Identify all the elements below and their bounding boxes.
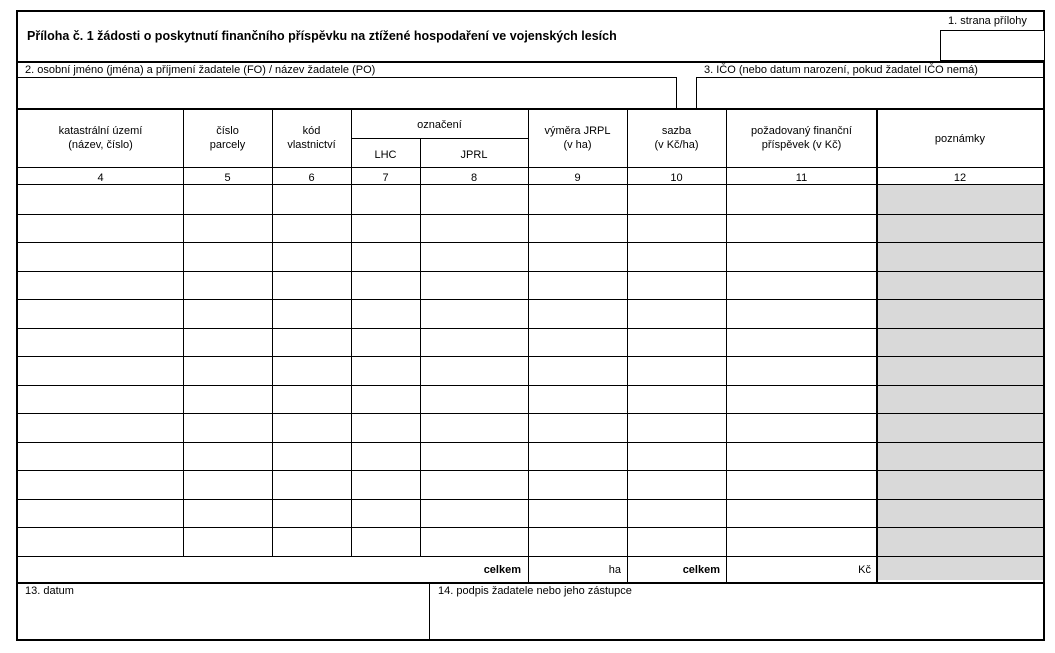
table-cell[interactable] [183,271,272,300]
table-cell[interactable] [627,299,726,328]
header-notes: poznámky [934,133,986,145]
header-ownership: kód vlastnictví [287,125,336,151]
table-cell[interactable] [726,470,876,499]
table-cell[interactable] [627,214,726,243]
table-cell[interactable] [726,442,876,471]
table-row [18,470,1043,499]
table-cell[interactable] [627,413,726,442]
table-cell[interactable] [528,185,627,214]
table-cell[interactable] [627,356,726,385]
col-line [351,109,352,556]
notes-cell [878,442,1043,471]
table-cell[interactable] [351,299,420,328]
col-line [528,109,529,583]
notes-cell [878,328,1043,357]
table-cell[interactable] [420,242,528,271]
table-cell[interactable] [528,499,627,528]
notes-cell [878,214,1043,243]
row-line [18,470,1043,471]
header-rate: sazba (v Kč/ha) [654,125,699,151]
table-cell[interactable] [351,271,420,300]
table-cell[interactable] [351,385,420,414]
table-row [18,185,1043,214]
total-amount-unit: Kč [858,564,871,576]
header-requested: požadovaný finanční příspěvek (v Kč) [751,125,852,151]
table-cell[interactable] [272,242,351,271]
table-cell[interactable] [183,385,272,414]
column-number: 9 [574,172,581,184]
table-cell[interactable] [726,299,876,328]
table-cell[interactable] [420,470,528,499]
table-cell[interactable] [420,271,528,300]
table-cell[interactable] [528,527,627,556]
column-number: 8 [470,172,478,184]
applicant-name-label: 2. osobní jméno (jména) a příjmení žadatele (FO) / název žadatele (PO) [25,64,376,76]
table-cell[interactable] [420,442,528,471]
column-number: 5 [224,172,231,184]
notes-cell [878,185,1043,214]
notes-cell [878,413,1043,442]
column-number: 7 [382,172,389,184]
title-divider [18,61,1043,63]
table-cell[interactable] [528,385,627,414]
row-line [18,299,1043,300]
table-cell[interactable] [528,470,627,499]
col-line [726,109,727,583]
ico-label: 3. IČO (nebo datum narození, pokud žadatel IČO nemá) [704,64,978,76]
table-cell[interactable] [18,242,183,271]
column-number: 4 [97,172,104,184]
row-line [18,499,1043,500]
row-line [18,413,1043,414]
total-area-unit: ha [608,564,621,576]
table-cell[interactable] [627,470,726,499]
header-designation: označení [417,119,462,131]
notes-cell [878,299,1043,328]
table-cell[interactable] [528,328,627,357]
column-number: 12 [953,172,967,184]
table-cell[interactable] [351,328,420,357]
signature-label: 14. podpis žadatele nebo jeho zástupce [438,585,632,597]
table-cell[interactable] [351,527,420,556]
column-number: 10 [670,172,683,184]
table-row [18,271,1043,300]
total-label-area: celkem [483,564,521,576]
total-amount-field[interactable] [726,555,877,582]
row-line [18,271,1043,272]
notes-cell [878,271,1043,300]
table-cell[interactable] [272,499,351,528]
table-cell[interactable] [420,356,528,385]
table-cell[interactable] [183,242,272,271]
table-cell[interactable] [183,328,272,357]
ico-field[interactable] [696,77,1043,109]
row-line [18,328,1043,329]
table-cell[interactable] [420,385,528,414]
table-cell[interactable] [272,185,351,214]
table-cell[interactable] [627,442,726,471]
table-cell[interactable] [183,214,272,243]
table-cell[interactable] [351,214,420,243]
table-cell[interactable] [528,356,627,385]
table-cell[interactable] [351,242,420,271]
table-cell[interactable] [351,442,420,471]
table-cell[interactable] [18,328,183,357]
table-row [18,356,1043,385]
table-cell[interactable] [351,185,420,214]
notes-cell [878,527,1043,556]
form-title: Příloha č. 1 žádosti o poskytnutí finančního příspěvku na ztížené hospodaření ve vojenských lesích [27,29,617,43]
applicant-name-field[interactable] [18,77,677,109]
date-field[interactable] [18,597,429,639]
table-cell[interactable] [726,499,876,528]
table-cell[interactable] [183,413,272,442]
table-cell[interactable] [272,413,351,442]
table-cell[interactable] [528,214,627,243]
totals-bottom-line [18,582,1043,584]
table-cell[interactable] [18,214,183,243]
table-cell[interactable] [627,242,726,271]
table-cell[interactable] [272,470,351,499]
table-cell[interactable] [351,470,420,499]
table-cell[interactable] [726,185,876,214]
header-bottom-line [18,167,1043,168]
table-cell[interactable] [627,271,726,300]
header-cadastre: katastrální území (název, číslo) [58,125,143,151]
col-line [272,109,273,556]
row-line [18,242,1043,243]
table-row [18,385,1043,414]
column-number: 6 [308,172,315,184]
header-lhc: LHC [374,149,397,161]
designation-divider [351,138,528,139]
table-cell[interactable] [272,356,351,385]
col-line [420,138,421,556]
table-cell[interactable] [18,442,183,471]
table-cell[interactable] [726,527,876,556]
table-cell[interactable] [726,271,876,300]
table-cell[interactable] [420,185,528,214]
table-cell[interactable] [183,356,272,385]
table-cell[interactable] [726,242,876,271]
notes-cell [878,385,1043,414]
table-cell[interactable] [272,299,351,328]
table-cell[interactable] [627,527,726,556]
header-area: výměra JRPL (v ha) [544,125,611,151]
table-cell[interactable] [351,356,420,385]
table-cell[interactable] [627,499,726,528]
table-cell[interactable] [183,442,272,471]
table-cell[interactable] [18,413,183,442]
table-cell[interactable] [18,299,183,328]
date-label: 13. datum [25,585,74,597]
total-area-field[interactable] [528,555,627,582]
table-row [18,442,1043,471]
notes-cell [878,356,1043,385]
column-number: 11 [795,172,808,184]
table-cell[interactable] [351,499,420,528]
table-cell[interactable] [18,470,183,499]
table-cell[interactable] [183,470,272,499]
table-cell[interactable] [420,299,528,328]
table-cell[interactable] [272,214,351,243]
table-cell[interactable] [726,356,876,385]
table-cell[interactable] [627,328,726,357]
table-cell[interactable] [726,413,876,442]
application-attachment-form [16,10,1045,641]
signature-field[interactable] [430,597,1043,639]
name-divider [18,108,1043,110]
table-cell[interactable] [272,527,351,556]
table-cell[interactable] [183,185,272,214]
table-cell[interactable] [183,527,272,556]
table-row [18,527,1043,556]
table-cell[interactable] [528,242,627,271]
row-line [18,527,1043,528]
table-cell[interactable] [351,413,420,442]
table-cell[interactable] [18,185,183,214]
table-row [18,214,1043,243]
table-cell[interactable] [420,413,528,442]
header-jprl: JPRL [460,149,488,161]
table-cell[interactable] [18,271,183,300]
table-cell[interactable] [528,442,627,471]
table-cell[interactable] [726,328,876,357]
row-line [18,442,1043,443]
notes-cell [878,242,1043,271]
col-line [183,109,184,556]
col-line [627,109,628,583]
table-cell[interactable] [528,413,627,442]
page-number-label: 1. strana přílohy [948,15,1027,27]
table-row [18,499,1043,528]
table-row [18,242,1043,271]
table-cell[interactable] [272,442,351,471]
table-cell[interactable] [726,385,876,414]
table-cell[interactable] [627,385,726,414]
table-row [18,299,1043,328]
table-cell[interactable] [627,185,726,214]
total-label-amount: celkem [682,564,720,576]
row-line [18,356,1043,357]
table-cell[interactable] [272,271,351,300]
table-cell[interactable] [528,299,627,328]
row-line [18,385,1043,386]
table-cell[interactable] [420,527,528,556]
table-cell[interactable] [726,214,876,243]
table-cell[interactable] [183,499,272,528]
col-line [876,109,878,583]
table-cell[interactable] [528,271,627,300]
table-cell[interactable] [18,499,183,528]
table-cell[interactable] [18,385,183,414]
header-parcel: číslo parcely [209,125,246,151]
table-cell[interactable] [272,328,351,357]
table-cell[interactable] [420,499,528,528]
table-cell[interactable] [420,328,528,357]
row-line [18,214,1043,215]
table-cell[interactable] [18,527,183,556]
notes-cell [878,470,1043,499]
table-cell[interactable] [420,214,528,243]
table-cell[interactable] [272,385,351,414]
table-cell[interactable] [183,299,272,328]
notes-cell [878,499,1043,528]
page-number-field[interactable] [940,30,1045,61]
table-row [18,413,1043,442]
table-row [18,328,1043,357]
table-cell[interactable] [18,356,183,385]
